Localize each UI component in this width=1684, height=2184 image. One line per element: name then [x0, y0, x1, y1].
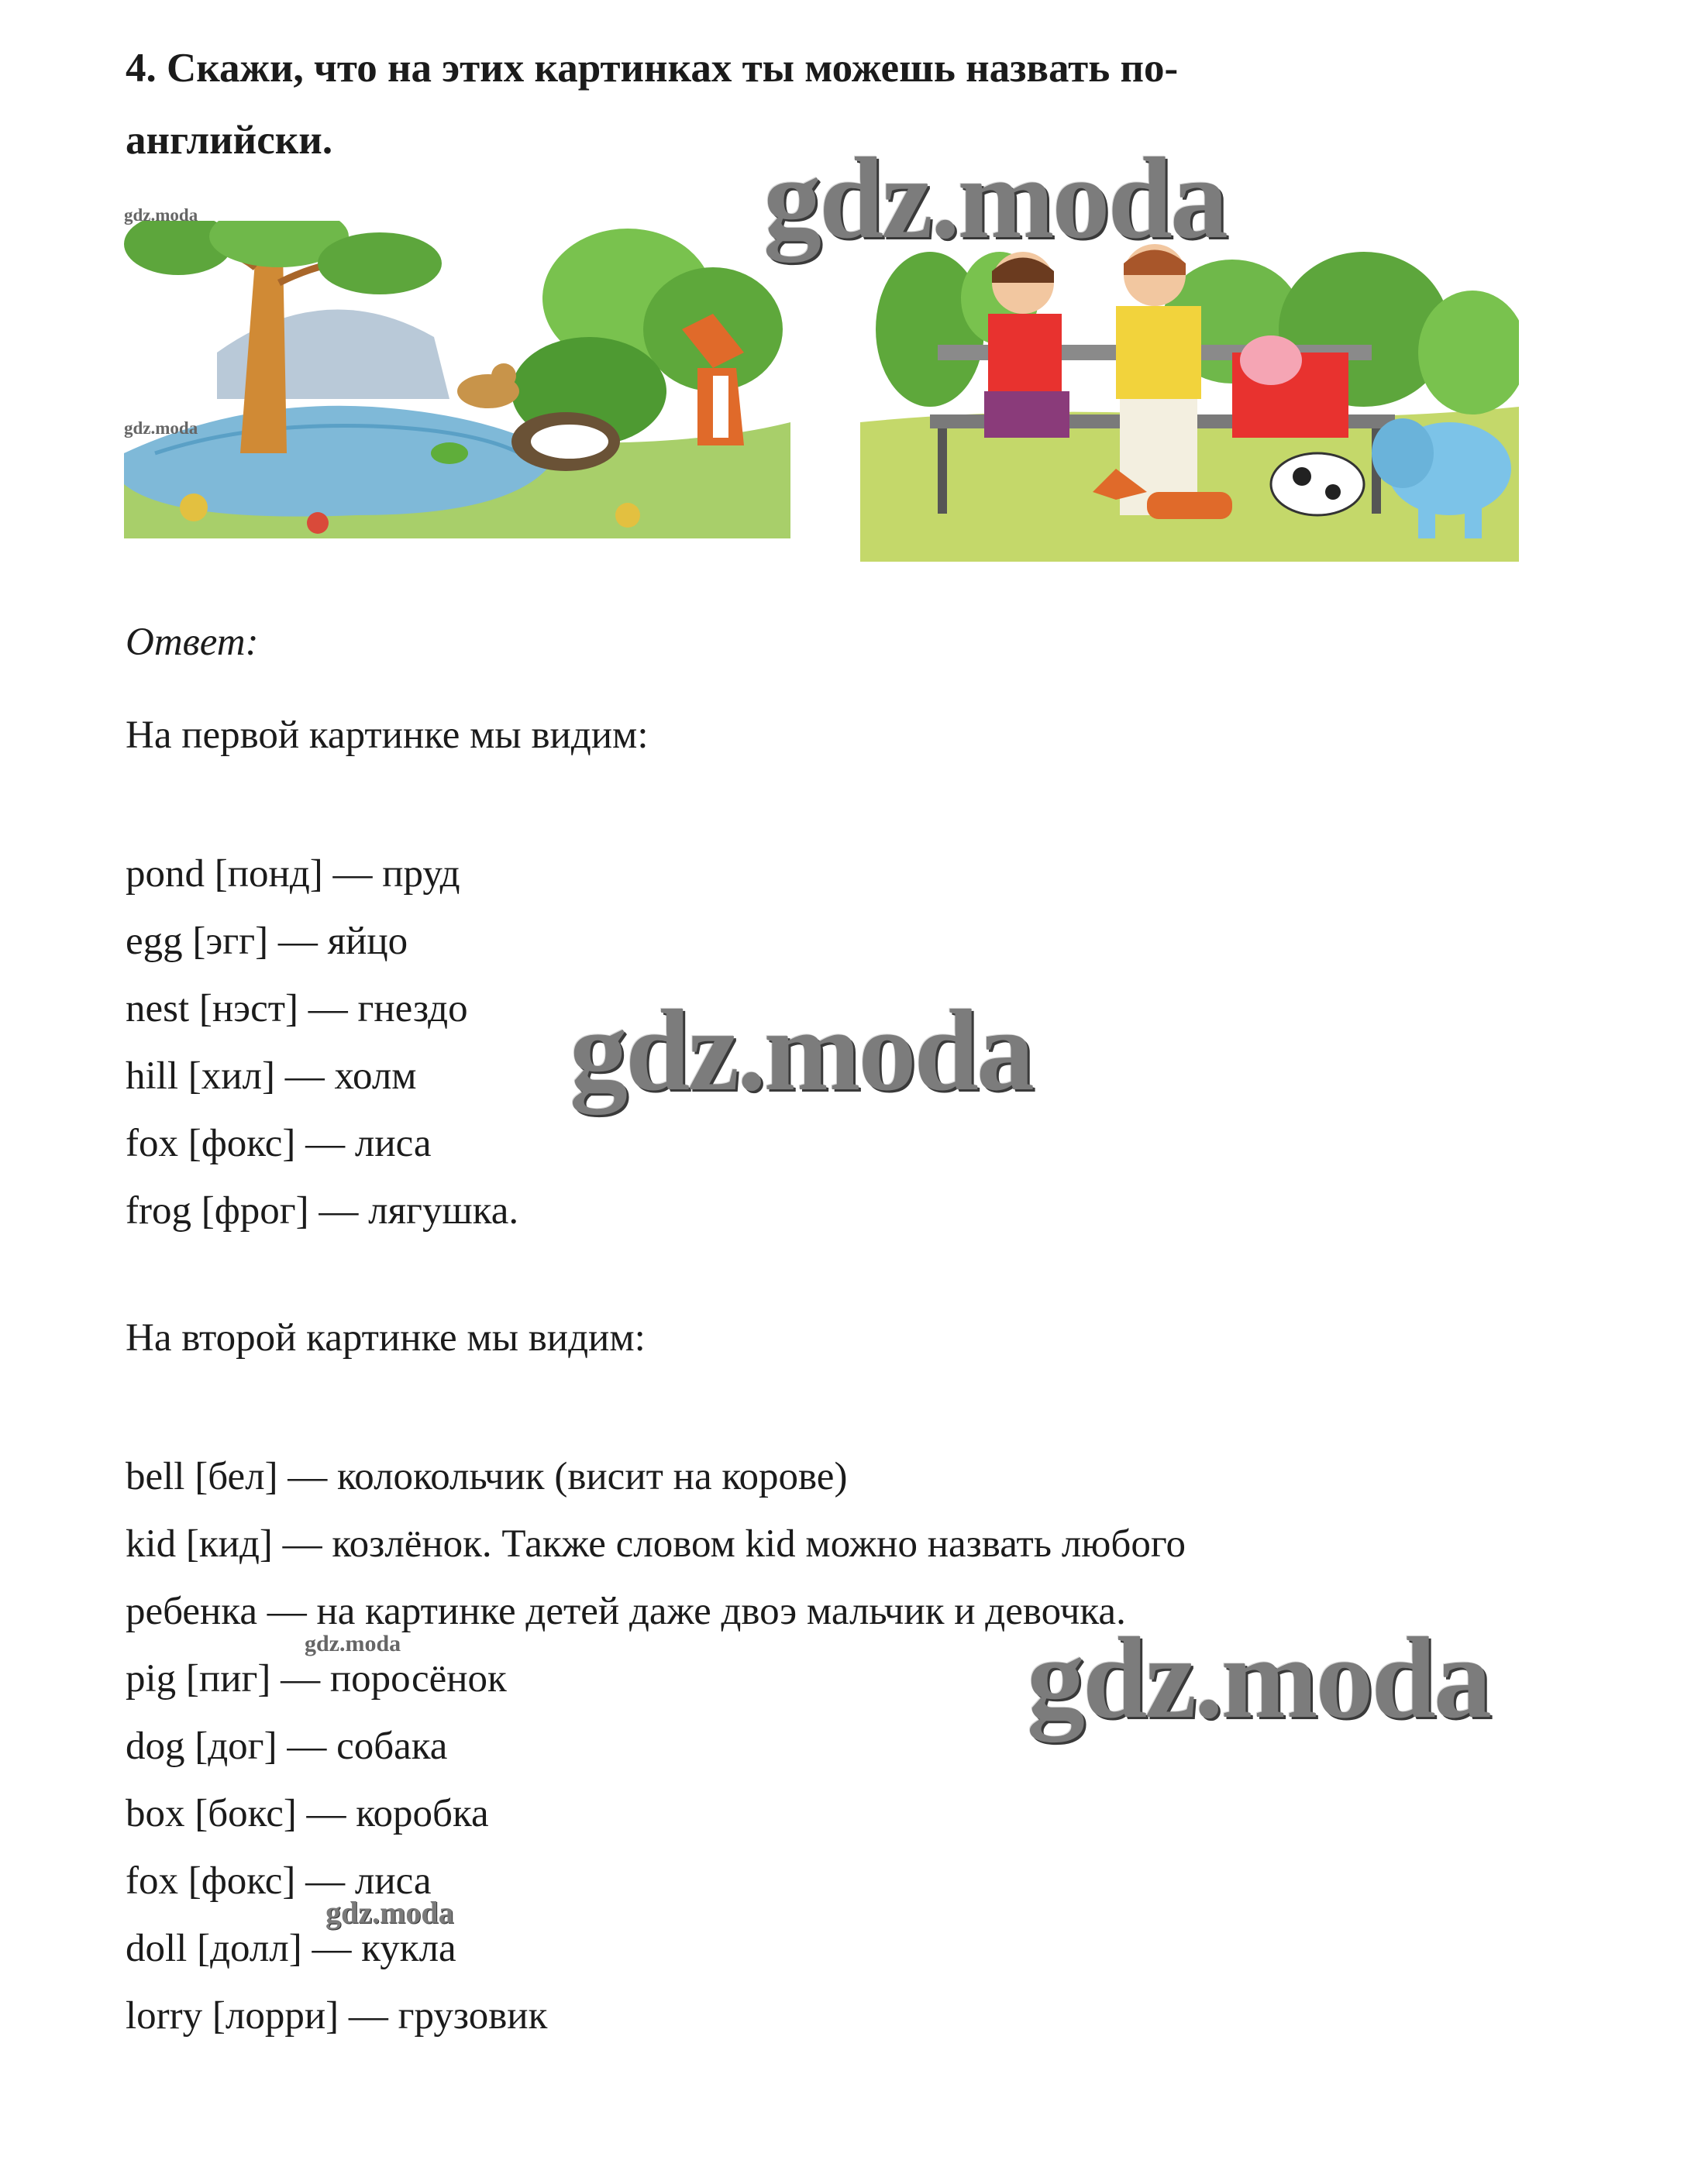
watermark-small: gdz.moda [305, 1631, 401, 1656]
pond-fox-duck-scene-icon [124, 221, 790, 538]
children-bench-animals-scene-icon [860, 236, 1519, 562]
illustration-bench-scene [860, 236, 1519, 562]
vocab-item: ребенка — на картинке детей даже двоэ мальчик и девочка. [126, 1590, 1126, 1633]
vocab-item: egg [эгг] — яйцо [126, 920, 408, 963]
vocab-item: dog [дог] — собака [126, 1725, 448, 1768]
vocab-item: bell [бел] — колокольчик (висит на корове) [126, 1455, 848, 1498]
section-2-heading: На второй картинке мы видим: [126, 1316, 646, 1360]
watermark-logo: gdz.moda [1027, 1614, 1489, 1742]
vocab-item: kid [кид] — козлёнок. Также словом kid можно назвать любого [126, 1522, 1186, 1566]
vocab-item: doll [долл] — кукла [126, 1927, 456, 1970]
watermark-logo: gdz.moda [763, 134, 1226, 263]
watermark-small: gdz.moda [325, 1895, 454, 1930]
vocab-item: nest [нэст] — гнездо [126, 987, 468, 1030]
vocab-item: frog [фрог] — лягушка. [126, 1189, 519, 1233]
section-1-heading: На первой картинке мы видим: [126, 714, 649, 757]
illustration-pond-scene [124, 221, 790, 538]
watermark-small: gdz.moda [124, 205, 198, 225]
vocab-item: hill [хил] — холм [126, 1054, 417, 1098]
vocab-item: pond [понд] — пруд [126, 852, 460, 896]
vocab-list-1 [126, 841, 518, 1245]
vocab-item: box [бокс] — коробка [126, 1792, 489, 1835]
watermark-logo: gdz.moda [570, 986, 1032, 1115]
vocab-item: pig [пиг] — поросёнок [126, 1657, 507, 1701]
task-title-line-1: 4. Скажи, что на этих картинках ты можешь назвать по- [126, 46, 1179, 91]
vocab-item: fox [фокс] — лиса [126, 1122, 432, 1165]
vocab-item: lorry [лорри] — грузовик [126, 1994, 548, 2038]
answer-label: Ответ: [126, 621, 259, 664]
watermark-small: gdz.moda [124, 418, 198, 438]
task-title-line-2: английски. [126, 118, 333, 163]
vocab-list-2 [126, 1443, 1186, 2050]
vocab-item: fox [фокс] — лиса [126, 1859, 432, 1903]
